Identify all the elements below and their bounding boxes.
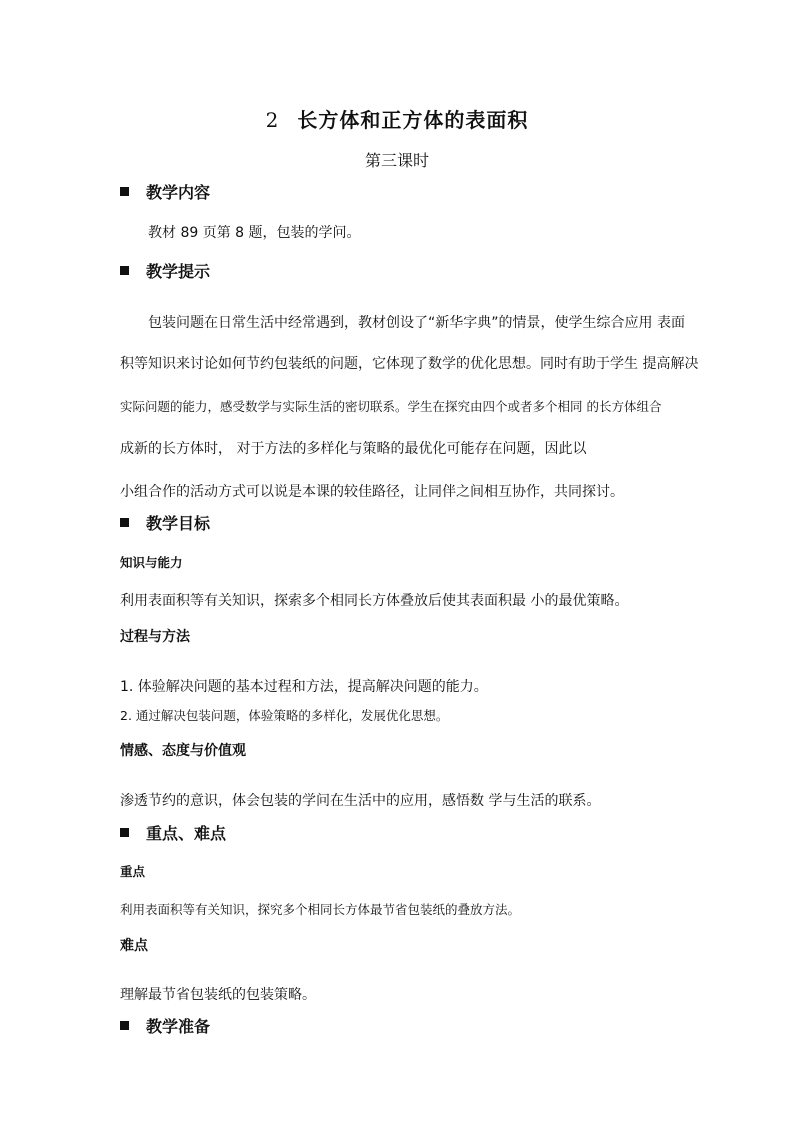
goal2-item: 2. 通过解决包装问题，体验策略的多样化，发展优化思想。 (120, 708, 449, 723)
tips-line: 积等知识来讨论如何节约包装纸的问题，它体现了数学的优化思想。同时有助于学生 提高解决 (120, 356, 699, 372)
tips-line: 成新的长方体时， 对于方法的多样化与策略的最优化可能存在问题，因此以 (120, 441, 587, 457)
key-title: 重点 (120, 864, 146, 879)
tips-line: 小组合作的活动方式可以说是本课的较佳路径，让同伴之间相互协作，共同探讨。 (120, 484, 624, 500)
tips-line: 包装问题在日常生活中经常遇到，教材创设了“新华字典”的情景，使学生综合应用 表面 (148, 315, 685, 331)
difficult-text: 理解最节省包装纸的包装策略。 (120, 987, 316, 1003)
section-goals-heading: 教学目标 (120, 511, 210, 534)
square-bullet-icon (120, 828, 129, 837)
page-title (0, 104, 794, 133)
goal2-title: 过程与方法 (120, 629, 190, 645)
square-bullet-icon (120, 518, 129, 527)
goal1-title: 知识与能力 (120, 555, 183, 570)
goal2-item: 1. 体验解决问题的基本过程和方法，提高解决问题的能力。 (120, 679, 488, 695)
section-content-heading: 教学内容 (120, 180, 210, 203)
goal3-title: 情感、态度与价值观 (120, 743, 246, 759)
key-text: 利用表面积等有关知识，探究多个相同长方体最节省包装纸的叠放方法。 (120, 902, 521, 917)
section-tips-heading: 教学提示 (120, 259, 210, 282)
square-bullet-icon (120, 187, 129, 196)
lesson-title: 长方体和正方体的表面积 (297, 108, 529, 132)
square-bullet-icon (120, 266, 129, 275)
tips-line: 实际问题的能力，感受数学与实际生活的密切联系。学生在探究由四个或者多个相同 的长方体组合 (120, 399, 662, 414)
difficult-title: 难点 (120, 938, 148, 954)
section-keypoints-heading: 重点、难点 (120, 821, 226, 844)
goal3-text: 渗透节约的意识，体会包装的学问在生活中的应用，感悟数 学与生活的联系。 (120, 793, 601, 809)
page-subtitle: 第三课时 (364, 151, 429, 170)
lesson-number: 2 (265, 108, 280, 132)
section-prep-heading: 教学准备 (120, 1014, 210, 1037)
goal1-text: 利用表面积等有关知识，探索多个相同长方体叠放后使其表面积最 小的最优策略。 (120, 593, 629, 609)
content-text: 教材 89 页第 8 题，包装的学问。 (148, 225, 361, 241)
square-bullet-icon (120, 1021, 129, 1030)
